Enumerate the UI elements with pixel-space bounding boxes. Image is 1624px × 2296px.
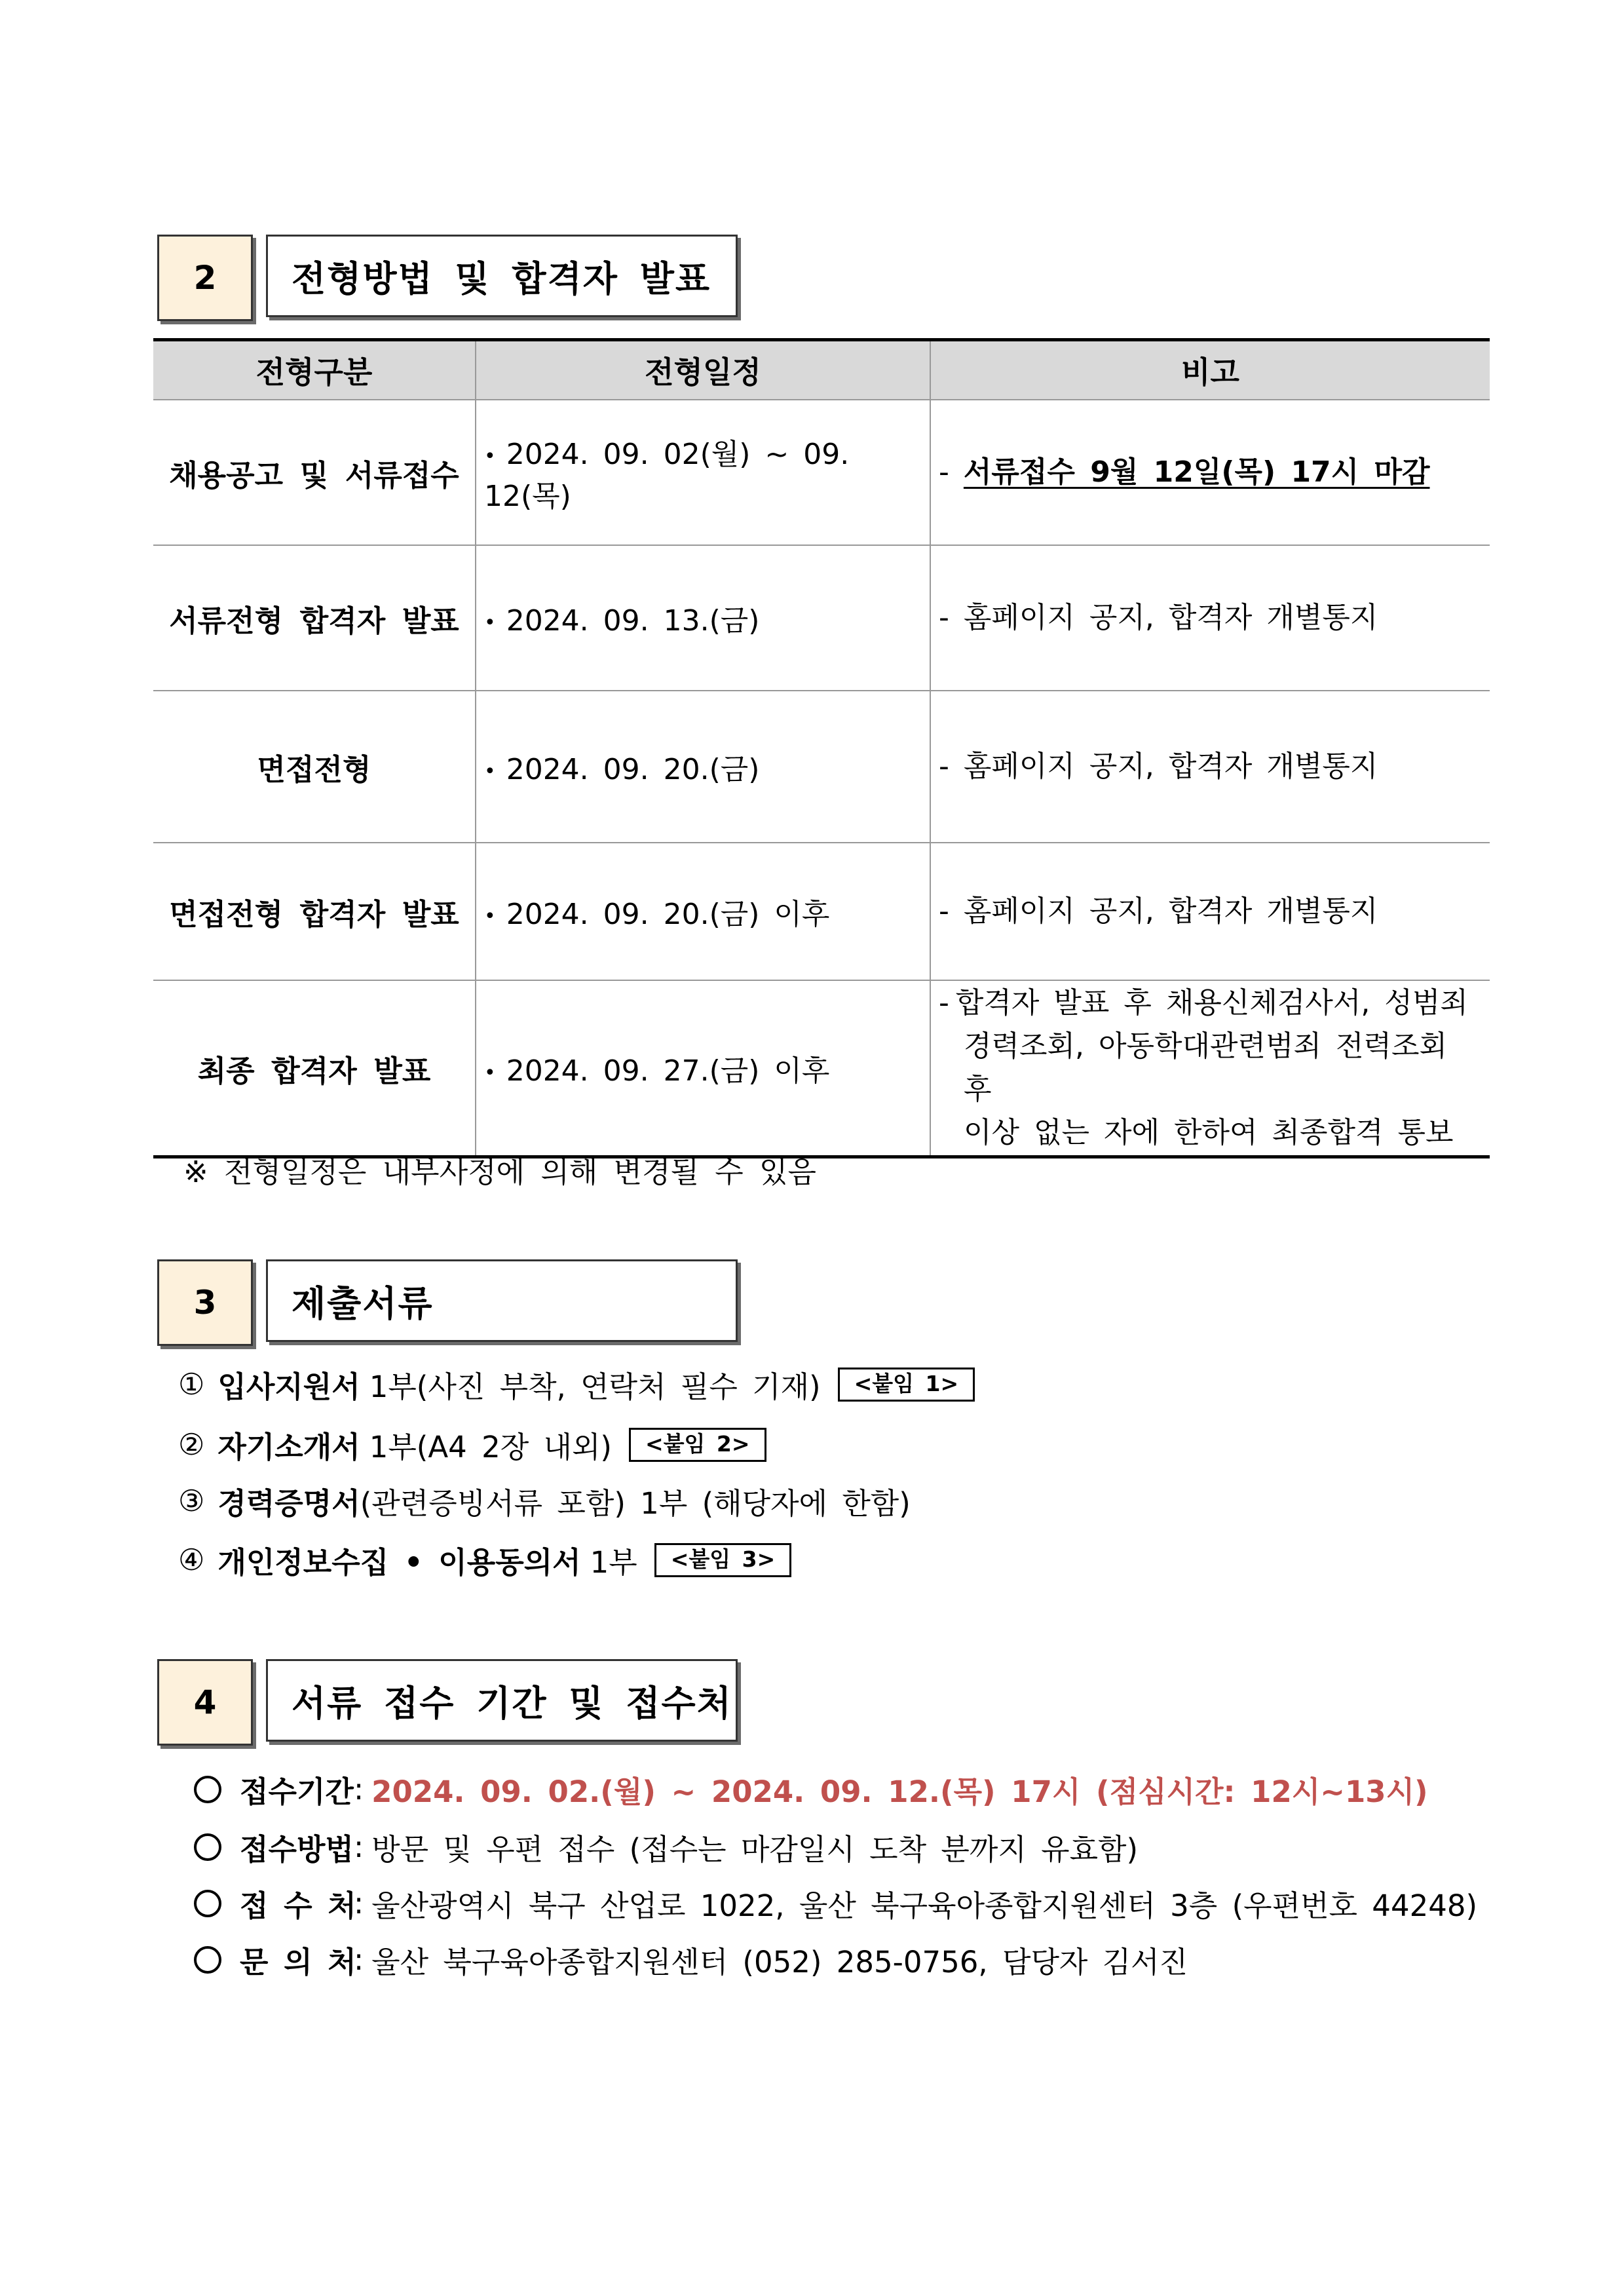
section-2-header <box>157 235 744 320</box>
note-text: 홈페이지 공지, 합격자 개별통지 <box>963 601 1378 634</box>
attachment-tag: <붙임 2> <box>629 1428 766 1462</box>
note-text: 홈페이지 공지, 합격자 개별통지 <box>963 894 1378 928</box>
table-row <box>153 980 1490 1157</box>
item-marker: ② <box>178 1427 205 1462</box>
circle-bullet-icon <box>194 1946 221 1974</box>
document-name: 경력증명서 <box>217 1486 360 1521</box>
note-text: 합격자 발표 후 채용신체검사서, 성범죄 <box>955 986 1468 1020</box>
note-cell <box>930 691 1490 843</box>
dash: - <box>939 894 949 928</box>
dash: - <box>939 750 949 783</box>
row-label: 접수방법 <box>240 1832 354 1867</box>
stage-cell: 채용공고 및 서류접수 <box>153 400 476 545</box>
colon: : <box>354 1942 364 1977</box>
deadline-note: 서류접수 9월 12일(목) 17시 마감 <box>963 455 1430 489</box>
table-row <box>153 400 1490 545</box>
document-name: 자기소개서 <box>217 1430 360 1464</box>
section-title: 전형방법 및 합격자 발표 <box>266 235 738 317</box>
schedule-text: 2024. 09. 27.(금) 이후 <box>506 1054 830 1088</box>
column-header: 전형구분 <box>153 340 476 400</box>
bullet: • <box>484 1061 496 1084</box>
table-row <box>153 843 1490 980</box>
document-detail: (관련증빙서류 포함) 1부 (해당자에 한함) <box>360 1486 911 1521</box>
note-line: 경력조회, 아동학대관련범죄 전력조회 후 <box>964 1029 1448 1106</box>
item-marker: ① <box>178 1367 205 1402</box>
schedule-footnote: ※ 전형일정은 내부사정에 의해 변경될 수 있음 <box>183 1155 816 1189</box>
note-cell <box>930 980 1490 1157</box>
note-text: 홈페이지 공지, 합격자 개별통지 <box>963 750 1378 783</box>
attachment-tag: <붙임 3> <box>654 1543 792 1577</box>
note-line: 이상 없는 자에 한하여 최종합격 통보 <box>964 1116 1454 1149</box>
section-title: 서류 접수 기간 및 접수처 <box>266 1659 738 1742</box>
colon: : <box>354 1829 364 1864</box>
schedule-cell <box>476 843 930 980</box>
stage-cell: 최종 합격자 발표 <box>153 980 476 1157</box>
stage-cell: 면접전형 <box>153 691 476 843</box>
schedule-text: 2024. 09. 13.(금) <box>506 604 760 638</box>
schedule-cell <box>476 545 930 691</box>
table-row <box>153 545 1490 691</box>
bullet: • <box>484 904 496 928</box>
list-item <box>178 1480 911 1522</box>
schedule-text: 2024. 09. 20.(금) 이후 <box>506 898 830 931</box>
inquiry-row <box>194 1938 1188 1981</box>
row-label: 접 수 처 <box>240 1888 356 1923</box>
note-line <box>939 982 1489 1025</box>
item-marker: ④ <box>178 1542 205 1577</box>
document-name: 개인정보수집 • 이용동의서 <box>217 1545 581 1580</box>
receipt-place-row <box>194 1882 1477 1924</box>
stage-cell: 서류전형 합격자 발표 <box>153 545 476 691</box>
row-label: 문 의 처 <box>240 1945 356 1980</box>
note-cell <box>930 545 1490 691</box>
receipt-period-row <box>194 1768 1428 1810</box>
column-header: 비고 <box>930 340 1490 400</box>
bullet: • <box>484 444 496 468</box>
dash: - <box>939 455 949 489</box>
colon: : <box>354 1886 364 1921</box>
dash: - <box>939 986 949 1020</box>
document-detail: 1부(A4 2장 내외) <box>369 1430 612 1464</box>
schedule-table <box>153 338 1490 1158</box>
column-header: 전형일정 <box>476 340 930 400</box>
item-marker: ③ <box>178 1483 205 1518</box>
colon: : <box>354 1772 364 1807</box>
schedule-cell <box>476 400 930 545</box>
table-header-row <box>153 340 1490 400</box>
section-number: 4 <box>157 1659 253 1746</box>
dash: - <box>939 601 949 634</box>
section-number: 3 <box>157 1259 253 1346</box>
document-name: 입사지원서 <box>217 1369 360 1404</box>
document-detail: 1부(사진 부착, 연락처 필수 기재) <box>369 1369 821 1404</box>
receipt-method-row <box>194 1826 1138 1868</box>
row-label: 접수기간 <box>240 1774 354 1809</box>
attachment-tag: <붙임 1> <box>838 1368 975 1402</box>
circle-bullet-icon <box>194 1833 221 1861</box>
receipt-period-value: 2024. 09. 02.(월) ~ 2024. 09. 12.(목) 17시 (점심시간: 12시~13시) <box>371 1774 1428 1809</box>
circle-bullet-icon <box>194 1890 221 1917</box>
receipt-method-value: 방문 및 우편 접수 (접수는 마감일시 도착 분까지 유효함) <box>371 1832 1139 1867</box>
inquiry-value: 울산 북구육아종합지원센터 (052) 285-0756, 담당자 김서진 <box>371 1945 1188 1980</box>
section-4-header <box>157 1659 744 1744</box>
note-cell <box>930 400 1490 545</box>
section-3-header <box>157 1259 744 1345</box>
schedule-text: 2024. 09. 02(월) ~ 09. 12(목) <box>484 438 850 513</box>
list-item <box>178 1423 766 1466</box>
section-number: 2 <box>157 235 253 321</box>
schedule-cell <box>476 980 930 1157</box>
circle-bullet-icon <box>194 1776 221 1803</box>
schedule-cell <box>476 691 930 843</box>
list-item <box>178 1539 791 1581</box>
section-title: 제출서류 <box>266 1259 738 1342</box>
table-row <box>153 691 1490 843</box>
schedule-text: 2024. 09. 20.(금) <box>506 753 760 786</box>
document-detail: 1부 <box>590 1545 637 1580</box>
stage-cell: 면접전형 합격자 발표 <box>153 843 476 980</box>
receipt-place-value: 울산광역시 북구 산업로 1022, 울산 북구육아종합지원센터 3층 (우편번호 44248) <box>371 1888 1478 1923</box>
list-item <box>178 1363 975 1406</box>
bullet: • <box>484 611 496 634</box>
note-cell <box>930 843 1490 980</box>
bullet: • <box>484 759 496 783</box>
